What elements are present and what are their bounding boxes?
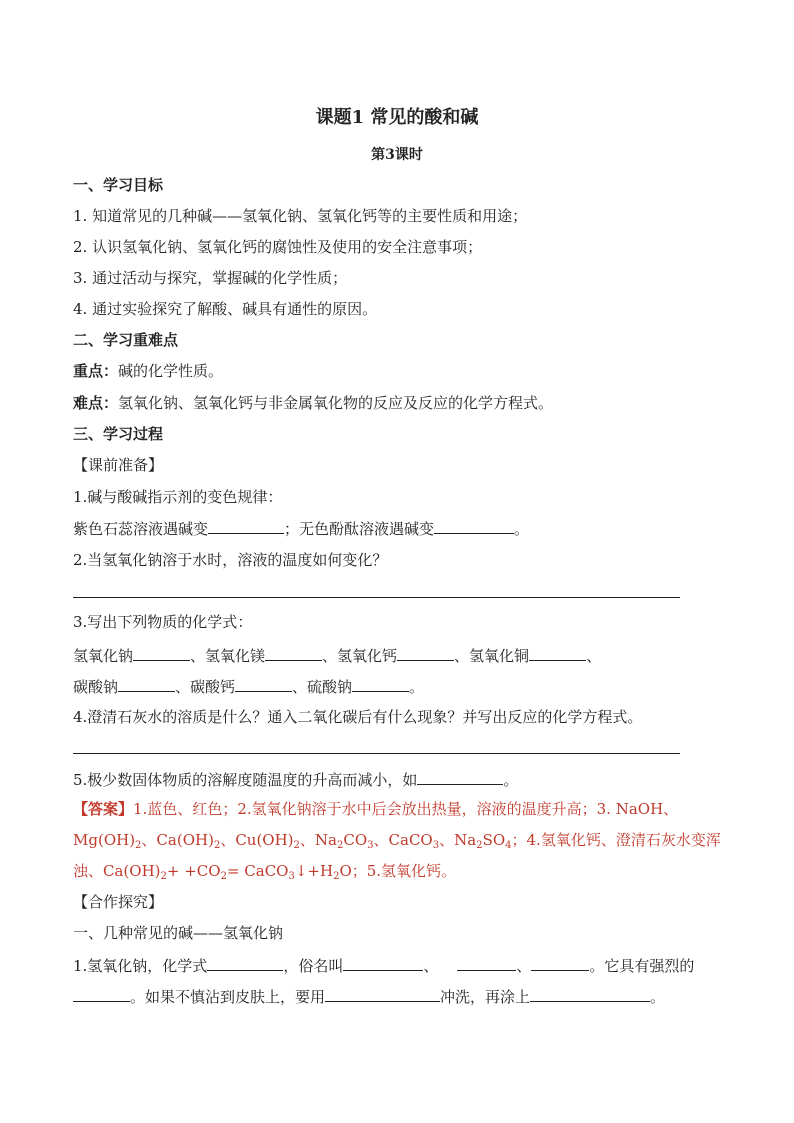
answer-text: O；5.氢氧化钙。 [339, 862, 457, 880]
answer-blank[interactable] [417, 769, 503, 785]
section-heading-goals: 一、学习目标 [73, 176, 164, 194]
difficult-text: 氢氧化钠、氢氧化钙与非金属氧化物的反应及反应的化学方程式。 [118, 394, 554, 412]
question-text: 。如果不慎沾到皮肤上，要用 [130, 988, 326, 1006]
subscript: 2 [135, 840, 142, 851]
question-text: 碳酸钠 [73, 678, 119, 696]
answer-blank[interactable] [343, 955, 423, 971]
question-1: 1.碱与酸碱指示剂的变色规律： [73, 488, 283, 506]
question-text: ，俗名叫 [283, 957, 344, 975]
question-text: 、氢氧化铜 [454, 647, 530, 665]
answer-blank[interactable] [434, 518, 514, 534]
answer-text: 、Ca(OH) [141, 831, 214, 849]
coop-subheading: 一、几种常见的碱——氢氧化钠 [73, 924, 284, 942]
answer-text: ；4.氢氧化钙、澄清石灰水变浑 [511, 831, 721, 849]
question-3: 3.写出下列物质的化学式： [73, 613, 253, 631]
question-text: 紫色石蕊溶液遇碱变 [73, 520, 209, 538]
difficult-point [73, 393, 553, 413]
question-text: 。 [514, 520, 530, 538]
key-text: 碱的化学性质。 [118, 362, 224, 380]
goal-item: 3. 通过活动与探究，掌握碱的化学性质； [73, 269, 348, 287]
question-text: 5.极少数固体物质的溶解度随温度的升高而减小，如 [73, 771, 418, 789]
subscript: 2 [160, 871, 167, 882]
answer-label: 【答案】 [73, 800, 134, 818]
question-3-row-2 [73, 676, 424, 697]
question-text: 。 [409, 678, 425, 696]
question-text: ；无色酚酞溶液遇碱变 [284, 520, 435, 538]
answer-text: 、CaCO [373, 831, 433, 849]
answer-blank[interactable] [325, 986, 440, 1002]
question-text: 冲洗，再涂上 [440, 988, 531, 1006]
answer-line-3 [73, 861, 456, 881]
section-heading-process: 三、学习过程 [73, 425, 164, 443]
answer-text: + +CO [166, 862, 221, 880]
prep-heading: 【课前准备】 [73, 456, 164, 474]
answer-text: ↓+H [294, 862, 334, 880]
question-text: 、 [586, 647, 602, 665]
subscript: 3 [288, 871, 295, 882]
answer-blank[interactable] [118, 676, 175, 692]
answer-blank[interactable] [397, 645, 454, 661]
section-heading-keypoints: 二、学习重难点 [73, 331, 179, 349]
subscript: 2 [293, 840, 300, 851]
answer-blank[interactable] [73, 986, 130, 1002]
answer-text: 浊、Ca(OH) [73, 862, 161, 880]
subscript: 2 [213, 840, 221, 851]
subscript: 2 [220, 871, 227, 882]
answer-text: 、Na [439, 831, 477, 849]
answer-blank[interactable] [530, 986, 650, 1002]
answer-text: Mg(OH) [73, 831, 136, 849]
subscript: 2 [337, 840, 344, 851]
question-text: 。 [503, 771, 519, 789]
answer-line-1 [73, 799, 678, 819]
answer-text: 、Cu(OH) [220, 831, 294, 849]
key-label: 重点： [73, 362, 119, 380]
subscript: 2 [333, 871, 340, 882]
subscript: 2 [476, 840, 483, 851]
answer-blank[interactable] [265, 645, 322, 661]
question-1-blanks [73, 518, 529, 539]
answer-text: = CaCO [226, 862, 289, 880]
subscript: 3 [367, 840, 374, 851]
question-text: 、氢氧化钙 [322, 647, 398, 665]
question-text: 氢氧化钠 [73, 647, 134, 665]
goal-item: 2. 认识氢氧化钠、氢氧化钙的腐蚀性及使用的安全注意事项； [73, 238, 483, 256]
answer-blank[interactable] [352, 676, 409, 692]
question-text: 、氢氧化镁 [190, 647, 266, 665]
coop-question-1-cont [73, 986, 665, 1007]
question-text: 、 [516, 957, 532, 975]
question-3-row-1 [73, 645, 601, 666]
coop-heading: 【合作探究】 [73, 893, 164, 911]
answer-blank[interactable] [531, 955, 589, 971]
answer-blank[interactable] [133, 645, 190, 661]
question-4: 4.澄清石灰水的溶质是什么？通入二氧化碳后有什么现象？并写出反应的化学方程式。 [73, 708, 643, 726]
goal-item: 4. 通过实验探究了解酸、碱具有通性的原因。 [73, 300, 378, 318]
answer-text: CO [343, 831, 368, 849]
question-5 [73, 769, 518, 790]
answer-line-2 [73, 830, 721, 850]
subscript: 3 [432, 840, 440, 851]
answer-line[interactable] [73, 597, 680, 598]
key-point [73, 361, 223, 381]
question-text: 、 [423, 957, 439, 975]
answer-line[interactable] [73, 753, 680, 754]
page-title: 课题1 常见的酸和碱 [315, 107, 479, 128]
question-text: 、碳酸钙 [175, 678, 236, 696]
answer-blank[interactable] [207, 955, 283, 971]
question-text: 。 [650, 988, 666, 1006]
subscript: 4 [505, 840, 512, 851]
question-text: 。它具有强烈的 [589, 957, 695, 975]
question-text: 、硫酸钠 [292, 678, 353, 696]
coop-question-1 [73, 955, 694, 976]
question-2: 2.当氢氧化钠溶于水时，溶液的温度如何变化？ [73, 551, 388, 569]
answer-blank[interactable] [235, 676, 292, 692]
page-subtitle: 第3课时 [371, 147, 423, 163]
goal-item: 1. 知道常见的几种碱——氢氧化钠、氢氧化钙等的主要性质和用途； [73, 207, 528, 225]
answer-blank[interactable] [208, 518, 284, 534]
answer-text: 、Na [299, 831, 337, 849]
difficult-label: 难点： [73, 394, 119, 412]
answer-text: SO [482, 831, 506, 849]
question-text: 1.氢氧化钠，化学式 [73, 957, 208, 975]
answer-text: 1.蓝色、红色；2.氢氧化钠溶于水中后会放出热量，溶液的温度升高；3. NaOH、 [133, 800, 679, 818]
answer-blank[interactable] [529, 645, 586, 661]
answer-blank[interactable] [457, 955, 516, 971]
